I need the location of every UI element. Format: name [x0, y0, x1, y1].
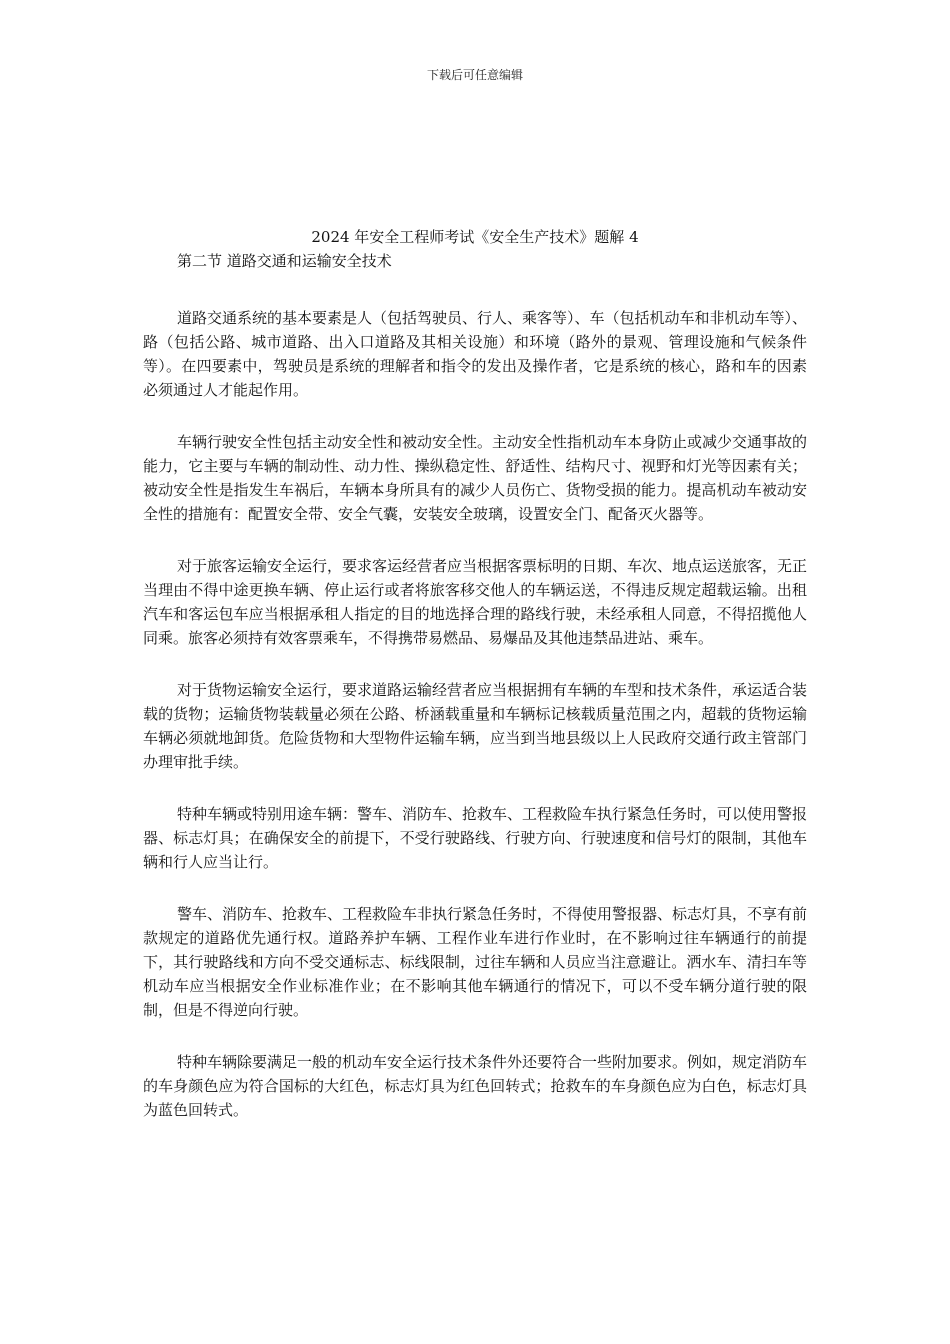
- paragraph: 警车、消防车、抢救车、工程救险车非执行紧急任务时，不得使用警报器、标志灯具，不享有前款规定的道路优先通行权。道路养护车辆、工程作业车进行作业时，在不影响过往车辆通行的前提下，其行驶路线和方向不受交通标志、标线限制，过往车辆和人员应当注意避让。洒水车、清扫车等机动车应当根据安全作业标准作业；在不影响其他车辆通行的情况下，可以不受车辆分道行驶的限制，但是不得逆向行驶。: [143, 905, 808, 1019]
- paragraph: 特种车辆除要满足一般的机动车安全运行技术条件外还要符合一些附加要求。例如，规定消防车的车身颜色应为符合国标的大红色，标志灯具为红色回转式；抢救车的车身颜色应为白色，标志灯具为蓝色回转式。: [143, 1053, 808, 1119]
- paragraph: 对于货物运输安全运行，要求道路运输经营者应当根据拥有车辆的车型和技术条件，承运适合装载的货物；运输货物装载量必须在公路、桥涵载重量和车辆标记核载质量范围之内，超载的货物运输车辆必须就地卸货。危险货物和大型物件运输车辆，应当到当地县级以上人民政府交通行政主管部门办理审批手续。: [143, 681, 808, 771]
- header-note: 下载后可任意编辑: [426, 68, 523, 82]
- document-title: 2024 年安全工程师考试《安全生产技术》题解 4: [311, 228, 639, 246]
- document-body: [143, 226, 807, 1122]
- paragraph: 对于旅客运输安全运行，要求客运经营者应当根据客票标明的日期、车次、地点运送旅客，无正当理由不得中途更换车辆、停止运行或者将旅客移交他人的车辆运送，不得违反规定超载运输。出租汽车和客运包车应当根据承租人指定的目的地选择合理的路线行驶，未经承租人同意，不得招揽他人同乘。旅客必须持有效客票乘车，不得携带易燃品、易爆品及其他违禁品进站、乘车。: [143, 557, 808, 647]
- section-title: 第二节 道路交通和运输安全技术: [177, 252, 392, 270]
- paragraph: 特种车辆或特别用途车辆：警车、消防车、抢救车、工程救险车执行紧急任务时，可以使用警报器、标志灯具；在确保安全的前提下，不受行驶路线、行驶方向、行驶速度和信号灯的限制，其他车辆和行人应当让行。: [143, 805, 808, 871]
- paragraph: 车辆行驶安全性包括主动安全性和被动安全性。主动安全性指机动车本身防止或减少交通事故的能力，它主要与车辆的制动性、动力性、操纵稳定性、舒适性、结构尺寸、视野和灯光等因素有关；被动安全性是指发生车祸后，车辆本身所具有的减少人员伤亡、货物受损的能力。提高机动车被动安全性的措施有：配置安全带、安全气囊，安装安全玻璃，设置安全门、配备灭火器等。: [143, 433, 808, 523]
- paragraph: 道路交通系统的基本要素是人（包括驾驶员、行人、乘客等）、车（包括机动车和非机动车等）、路（包括公路、城市道路、出入口道路及其相关设施）和环境（路外的景观、管理设施和气候条件等）。在四要素中，驾驶员是系统的理解者和指令的发出及操作者，它是系统的核心，路和车的因素必须通过人才能起作用。: [143, 309, 808, 399]
